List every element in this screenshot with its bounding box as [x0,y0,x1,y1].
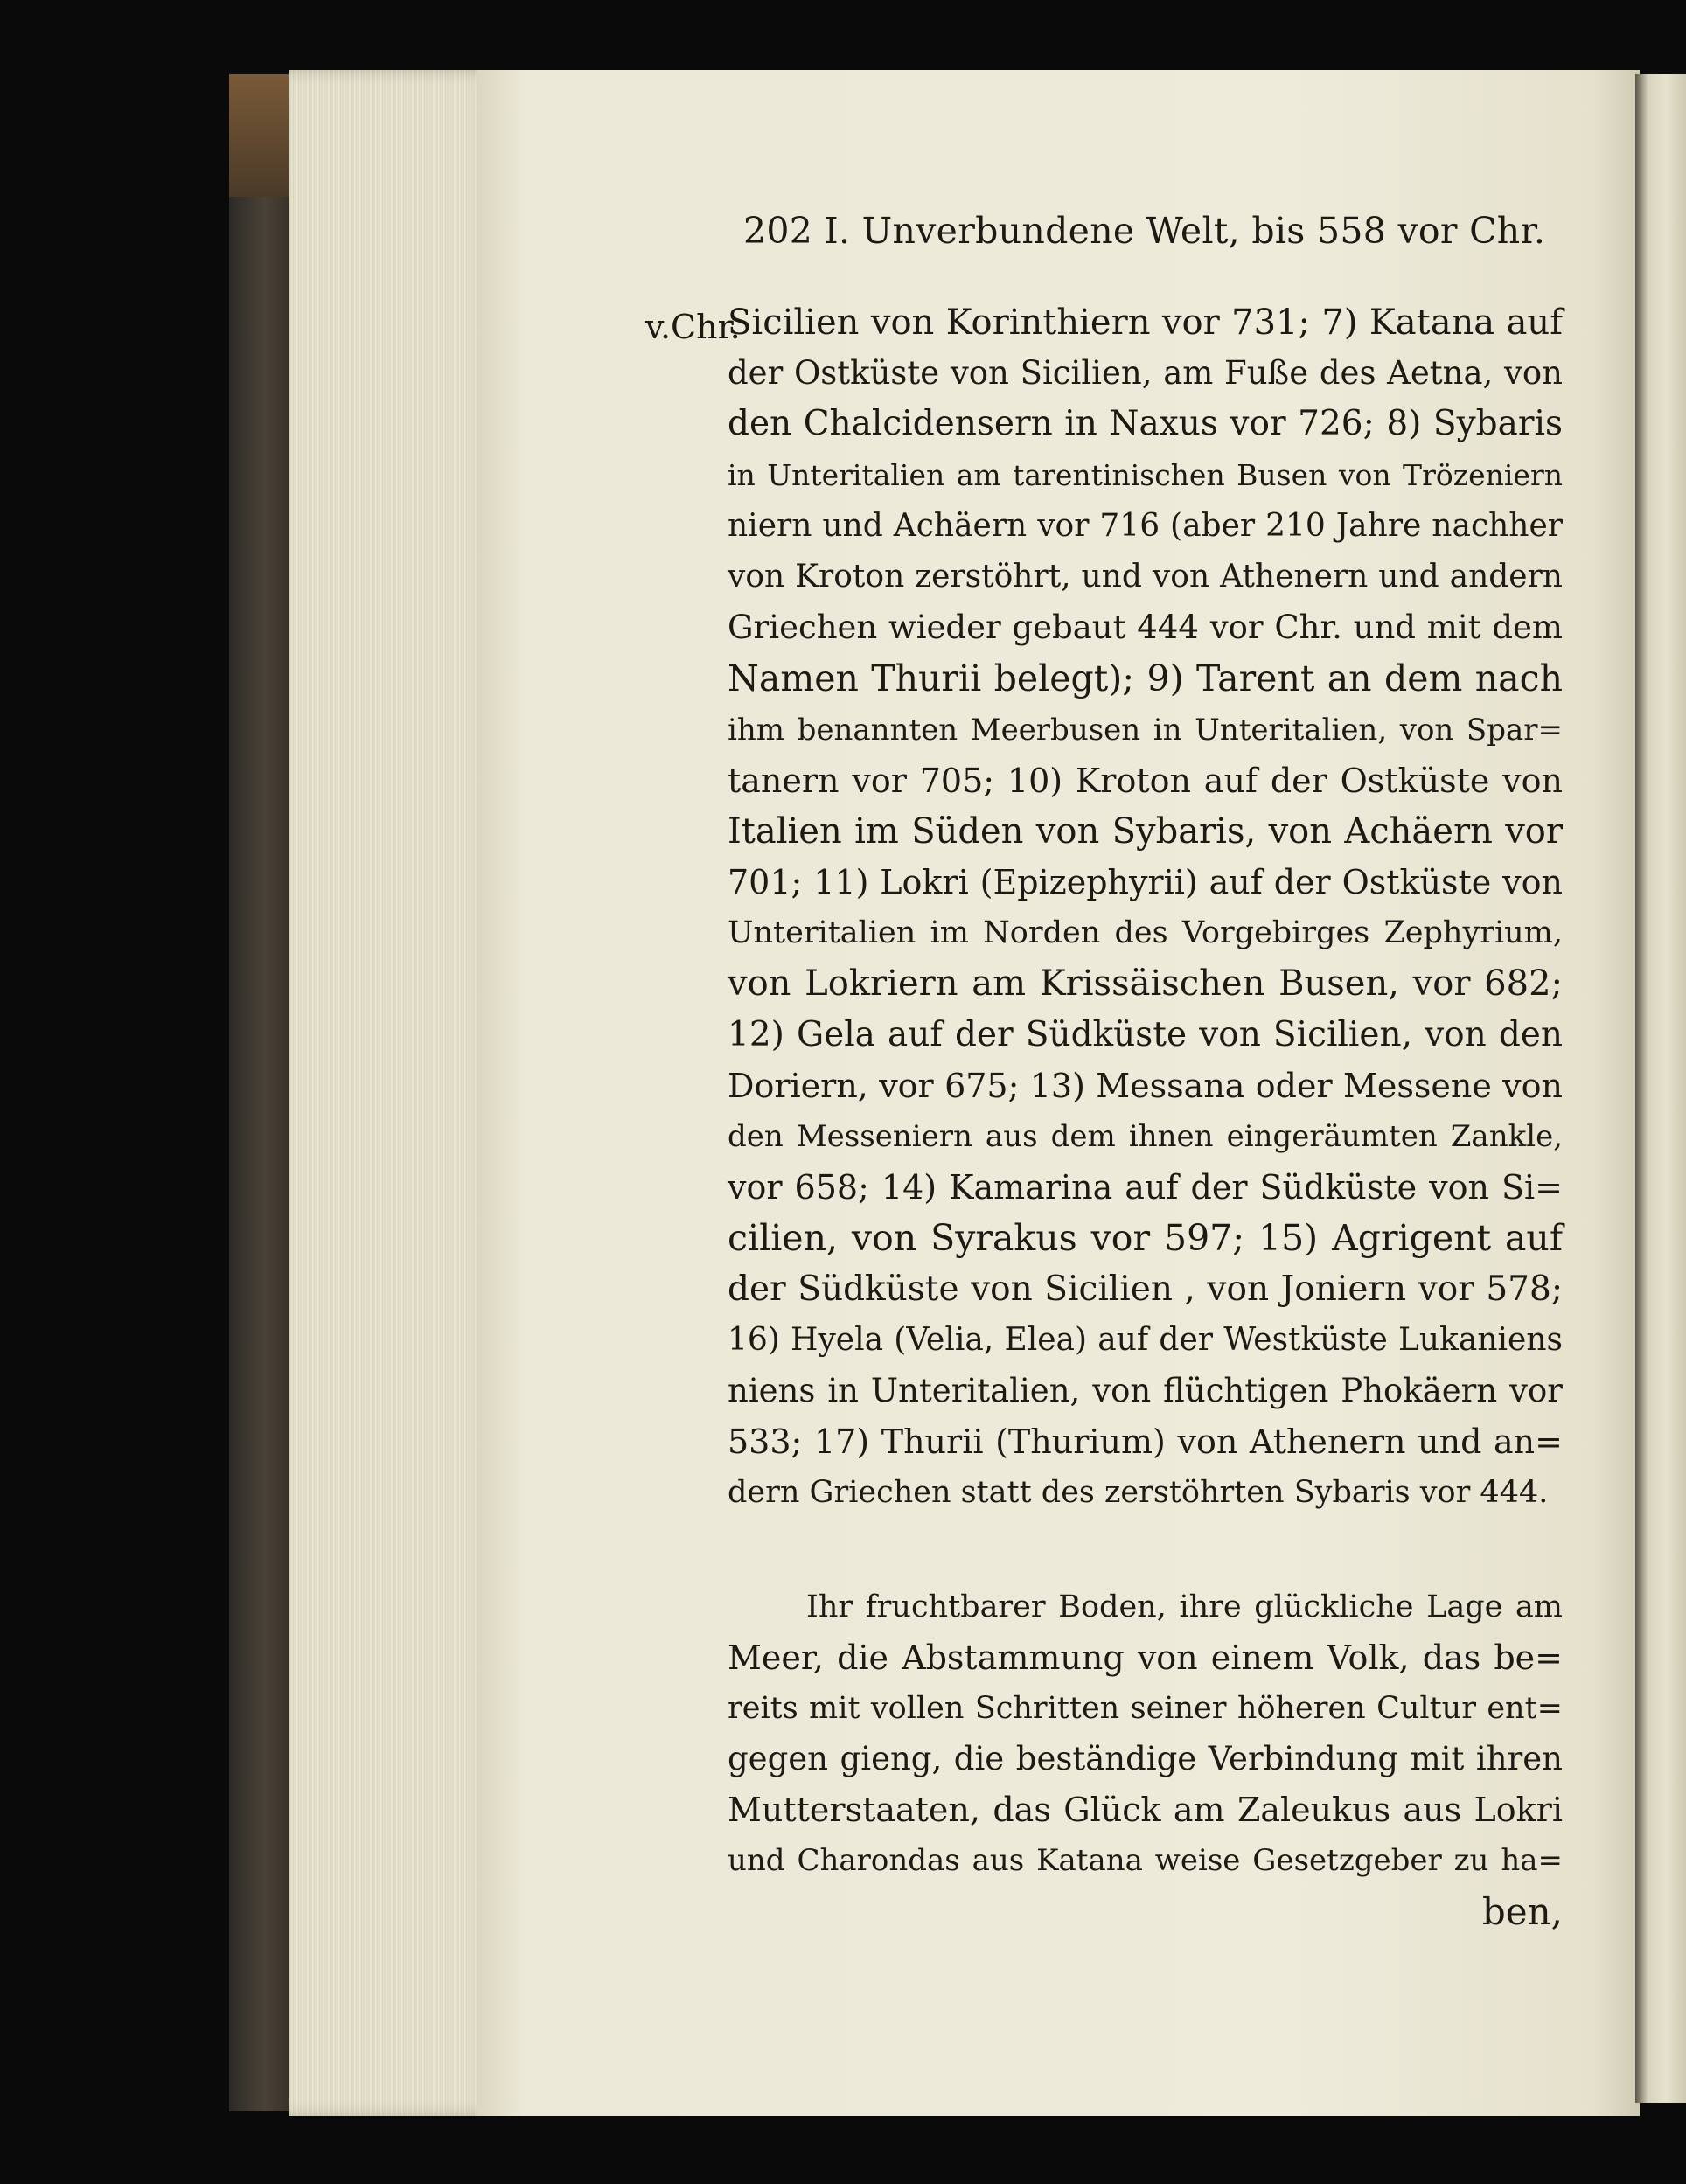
text-line: von Kroton zerstöhrt, und von Athenern und andern [728,558,1563,595]
paragraph-gap [728,1519,1563,1582]
text-line: den Chalcidensern in Naxus vor 726; 8) Sybaris [728,404,1563,444]
text-line: niern und Achäern vor 716 (aber 210 Jahre nachher [728,507,1563,544]
text-line: cilien, von Syrakus vor 597; 15) Agrigent auf [728,1217,1563,1260]
text-line: tanern vor 705; 10) Kroton auf der Ostküste von [728,761,1563,800]
paragraph-1 [728,297,1563,1519]
text-line: Meer, die Abstammung von einem Volk, das be= [728,1638,1563,1677]
text-line: und Charondas aus Katana weise Gesetzgeber zu ha= [728,1843,1563,1879]
text-line: Griechen wieder gebaut 444 vor Chr. und mit dem [728,609,1563,647]
text-line: 12) Gela auf der Südküste von Sicilien, von den [728,1014,1563,1054]
text-line: gegen gieng, die beständige Verbindung mit ihren [728,1740,1563,1778]
page-fore-edge [289,70,497,2116]
text-line: Doriern, vor 675; 13) Messana oder Messene von [728,1066,1563,1105]
page-header: 202 I. Unverbundene Welt, bis 558 vor Chr. [743,210,1546,252]
catchword: ben, [1481,1889,1563,1933]
text-line: Unteritalien im Norden des Vorgebirges Zephyrium, [728,915,1563,951]
body-text [728,297,1563,1937]
facing-page-edge [1635,74,1686,2103]
text-line: Namen Thurii belegt); 9) Tarent an dem nach [728,657,1563,700]
text-line: in Unteritalien am tarentinischen Busen von Trözeniern [728,457,1563,492]
text-line: Ihr fruchtbarer Boden, ihre glückliche Lage am [806,1589,1563,1624]
text-line: reits mit vollen Schritten seiner höheren Cultur ent= [728,1690,1563,1726]
text-line: 701; 11) Lokri (Epizephyrii) auf der Ostküste von [728,863,1563,902]
text-line: der Ostküste von Sicilien, am Fuße des Aetna, von [728,354,1563,393]
text-line: der Südküste von Sicilien , von Joniern vor 578; [728,1269,1563,1309]
paragraph-2 [728,1582,1563,1937]
text-line: Mutterstaaten, das Glück am Zaleukus aus Lokri [728,1791,1563,1830]
text-line: ihm benannten Meerbusen in Unteritalien, von Spar= [728,712,1563,748]
text-line: den Messeniern aus dem ihnen eingeräumten Zankle, [728,1119,1563,1154]
text-line: dern Griechen statt des zerstöhrten Sybaris vor 444. [728,1475,1549,1511]
text-line: vor 658; 14) Kamarina auf der Südküste von Si= [728,1168,1563,1207]
margin-note: v.Chr. [645,308,741,346]
text-line: Sicilien von Korinthiern vor 731; 7) Katana auf [728,303,1563,343]
text-line: 533; 17) Thurii (Thurium) von Athenern und an= [728,1422,1563,1462]
text-line: 16) Hyela (Velia, Elea) auf der Westküste Lukaniens [728,1321,1563,1358]
text-line: Italien im Süden von Sybaris, von Achäern vor [728,810,1563,852]
text-line: von Lokriern am Krissäischen Busen, vor 682; [728,963,1563,1005]
text-line: niens in Unteritalien, von flüchtigen Phokäern vor [728,1371,1563,1409]
